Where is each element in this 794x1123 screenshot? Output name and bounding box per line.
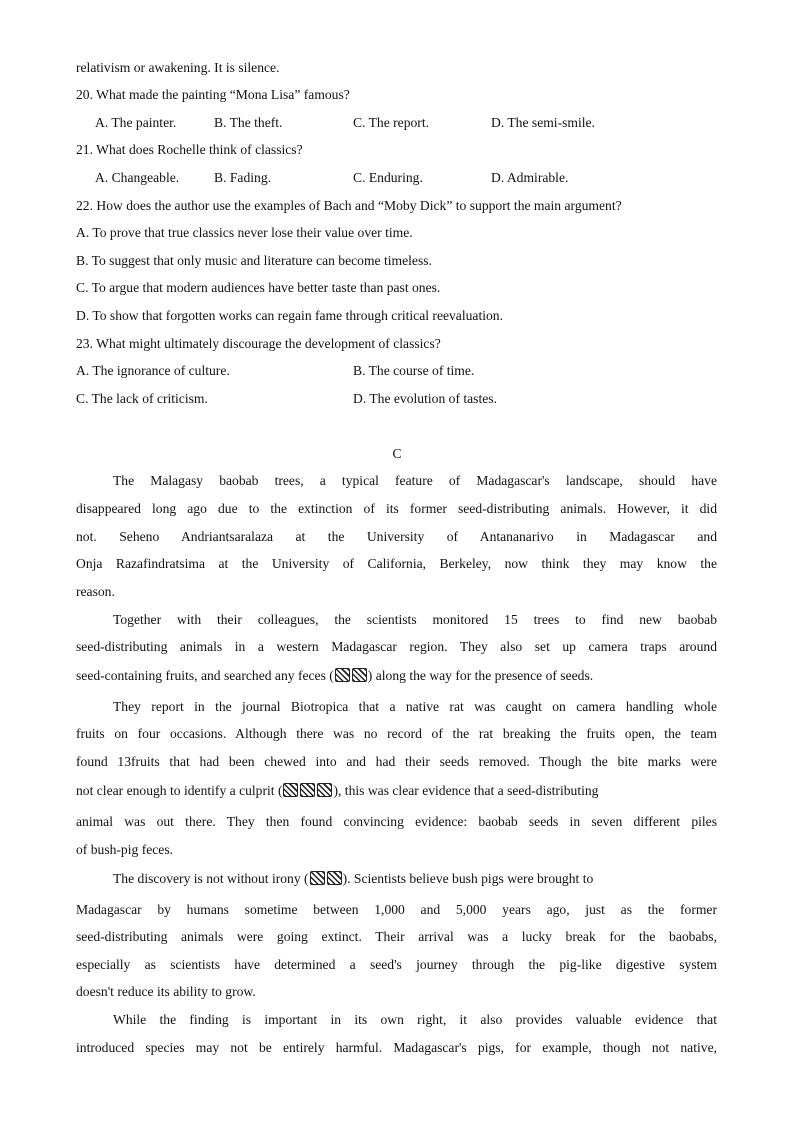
passage-text: not clear enough to identify a culprit ( xyxy=(76,783,283,798)
question-20-option-c: C. The report. xyxy=(353,115,430,130)
passage-text: ) along the way for the presence of seeds. xyxy=(367,668,594,683)
question-21-option-b: B. Fading. xyxy=(214,170,272,185)
question-22-option-b: B. To suggest that only music and literature can become timeless. xyxy=(76,253,432,268)
passage-p1-line: Onja Razafindratsima at the University of California, Berkeley, now think they may know the xyxy=(76,556,717,571)
question-21-option-d: D. Admirable. xyxy=(491,170,569,185)
passage-p1-line: reason. xyxy=(76,584,115,599)
question-20-option-d: D. The semi-smile. xyxy=(491,115,595,130)
passage-p4-line xyxy=(113,870,593,888)
question-20-option-a: A. The painter. xyxy=(95,115,177,130)
question-23-option-d: D. The evolution of tastes. xyxy=(353,391,497,406)
chinese-gloss-icon xyxy=(310,871,325,885)
passage-text: The discovery is not without irony ( xyxy=(113,871,309,886)
passage-p2-line: seed-distributing animals in a western Madagascar region. They also set up camera traps around xyxy=(76,639,717,654)
question-21-stem: 21. What does Rochelle think of classics? xyxy=(76,142,303,157)
passage-b-last-line: relativism or awakening. It is silence. xyxy=(76,60,280,75)
passage-text: seed-containing fruits, and searched any feces ( xyxy=(76,668,334,683)
chinese-gloss-icon xyxy=(300,783,315,797)
chinese-gloss-icon xyxy=(335,668,350,682)
passage-p3-line xyxy=(76,782,598,800)
passage-text: ), this was clear evidence that a seed-distributing xyxy=(333,783,599,798)
question-20-stem: 20. What made the painting “Mona Lisa” famous? xyxy=(76,87,350,102)
question-23-option-b: B. The course of time. xyxy=(353,363,475,378)
question-22-option-c: C. To argue that modern audiences have better taste than past ones. xyxy=(76,280,441,295)
question-21-option-c: C. Enduring. xyxy=(353,170,423,185)
passage-p2-line: Together with their colleagues, the scientists monitored 15 trees to find new baobab xyxy=(113,612,717,627)
passage-p3-line: animal was out there. They then found convincing evidence: baobab seeds in seven different piles xyxy=(76,814,717,829)
passage-p4-line: Madagascar by humans sometime between 1,000 and 5,000 years ago, just as the former xyxy=(76,902,717,917)
question-20-option-b: B. The theft. xyxy=(214,115,283,130)
passage-text: ). Scientists believe bush pigs were brought to xyxy=(342,871,594,886)
passage-p3-line: of bush-pig feces. xyxy=(76,842,174,857)
passage-p4-line: seed-distributing animals were going extinct. Their arrival was a lucky break for the baobabs, xyxy=(76,929,717,944)
passage-p1-line: The Malagasy baobab trees, a typical feature of Madagascar's landscape, should have xyxy=(113,473,717,488)
passage-p5-line: While the finding is important in its own right, it also provides valuable evidence that xyxy=(113,1012,717,1027)
question-22-option-d: D. To show that forgotten works can regain fame through critical reevaluation. xyxy=(76,308,503,323)
passage-p4-line: doesn't reduce its ability to grow. xyxy=(76,984,256,999)
chinese-gloss-icon xyxy=(283,783,298,797)
section-label: C xyxy=(392,446,402,461)
chinese-gloss-icon xyxy=(317,783,332,797)
passage-p3-line: found 13fruits that had been chewed into and had their seeds removed. Though the bite marks were xyxy=(76,754,717,769)
question-22-option-a: A. To prove that true classics never lose their value over time. xyxy=(76,225,413,240)
question-22-stem: 22. How does the author use the examples of Bach and “Moby Dick” to support the main argument? xyxy=(76,198,622,213)
chinese-gloss-icon xyxy=(327,871,342,885)
passage-p2-line xyxy=(76,667,593,685)
passage-p1-line: disappeared long ago due to the extinction of its former seed-distributing animals. However, it did xyxy=(76,501,717,516)
passage-p4-line: especially as scientists have determined a seed's journey through the pig-like digestive system xyxy=(76,957,717,972)
question-23-option-a: A. The ignorance of culture. xyxy=(76,363,230,378)
passage-p1-line: not. Seheno Andriantsaralaza at the University of Antananarivo in Madagascar and xyxy=(76,529,717,544)
question-21-option-a: A. Changeable. xyxy=(95,170,180,185)
chinese-gloss-icon xyxy=(352,668,367,682)
passage-p3-line: They report in the journal Biotropica that a native rat was caught on camera handling whole xyxy=(113,699,717,714)
passage-p5-line: introduced species may not be entirely harmful. Madagascar's pigs, for example, though not native, xyxy=(76,1040,717,1055)
question-23-option-c: C. The lack of criticism. xyxy=(76,391,208,406)
passage-p3-line: fruits on four occasions. Although there was no record of the rat breaking the fruits open, the team xyxy=(76,726,717,741)
question-23-stem: 23. What might ultimately discourage the development of classics? xyxy=(76,336,441,351)
